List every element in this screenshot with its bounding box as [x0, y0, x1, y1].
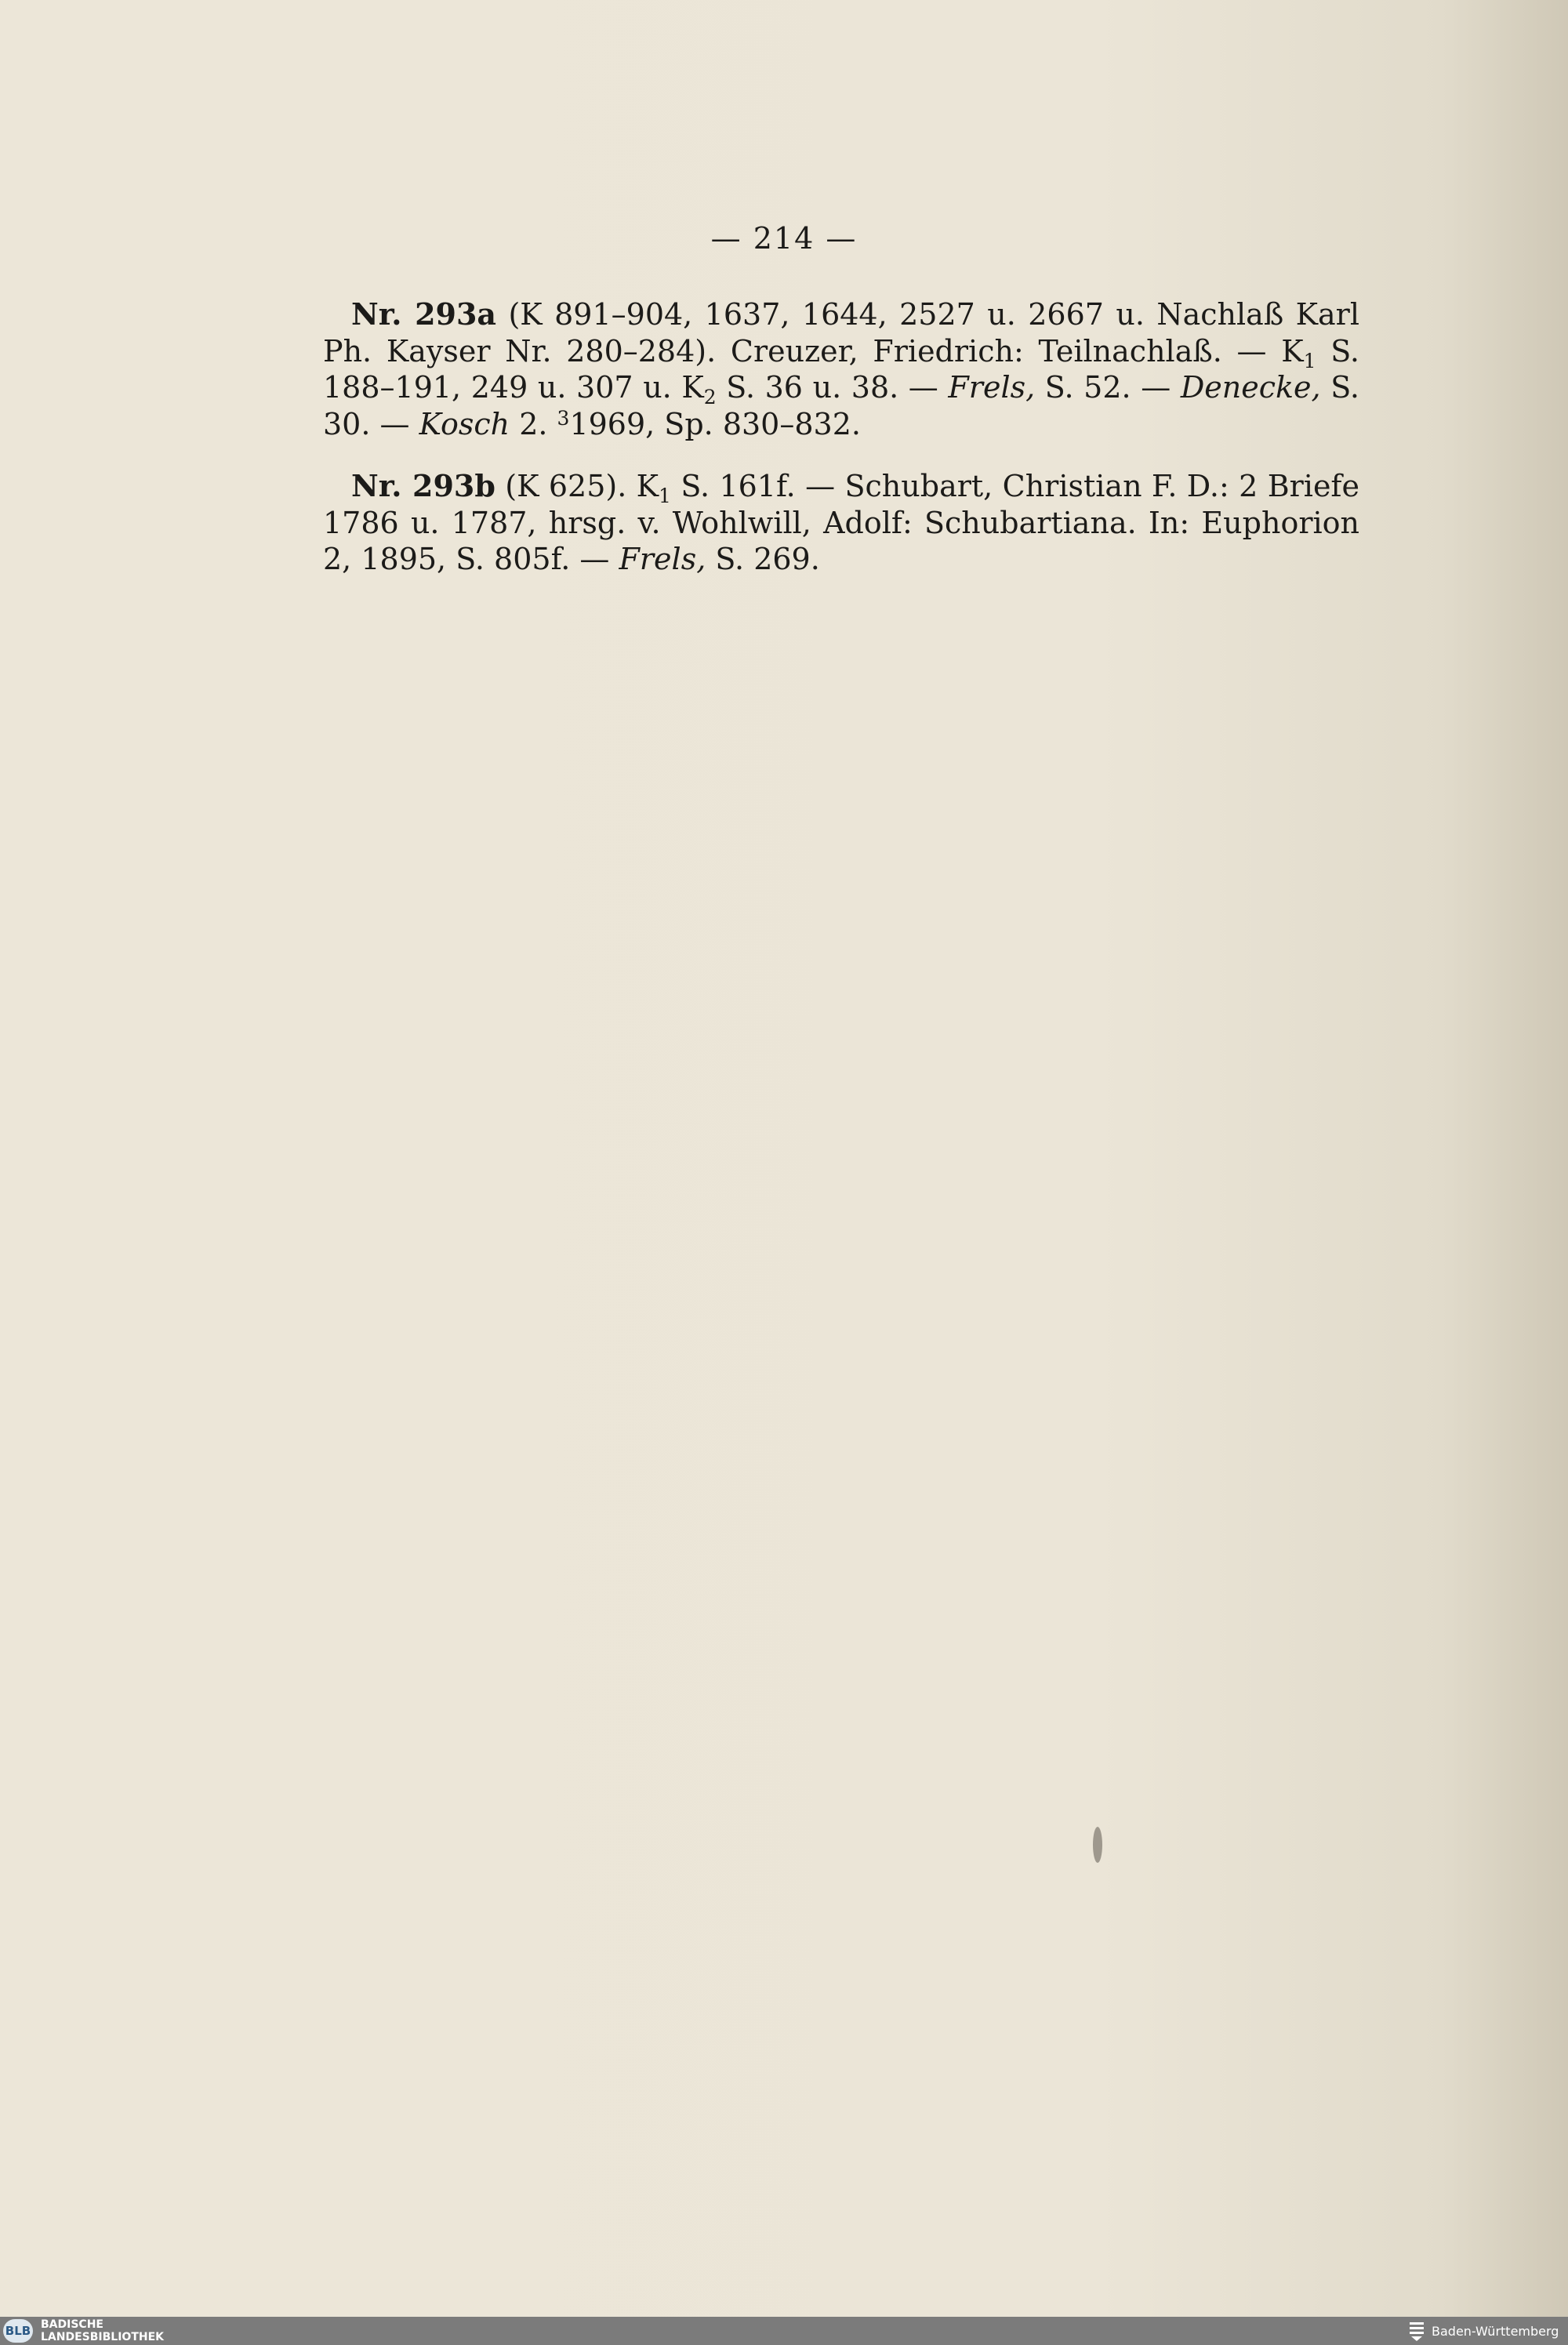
entry-293b	[323, 468, 1359, 578]
entry-segment: (K 625). K	[495, 469, 659, 503]
entry-text	[323, 296, 1359, 442]
entry-segment: 1	[1303, 349, 1316, 372]
library-name-line2: LANDESBIBLIOTHEK	[41, 2331, 165, 2343]
entry-segment: S. 30. —	[323, 370, 1359, 441]
library-name	[41, 2318, 164, 2343]
entry-segment: S. 52. —	[1035, 370, 1181, 405]
entry-number: Nr. 293b	[351, 468, 495, 503]
entry-segment: Frels,	[948, 370, 1036, 405]
blb-logo: BLB	[3, 2319, 33, 2343]
entry-293a	[323, 296, 1359, 442]
entry-segment: Frels,	[619, 542, 706, 576]
entry-segment: 1969, Sp. 830–832.	[569, 406, 861, 441]
entry-segment: 2.	[510, 406, 557, 441]
state-name: Baden-Württemberg	[1432, 2324, 1559, 2339]
entry-segment: 1	[659, 485, 671, 507]
entry-segment: Kosch	[419, 406, 510, 441]
entry-segment: S. 269.	[706, 542, 820, 576]
entry-text	[323, 468, 1359, 578]
entry-segment: 2	[703, 386, 717, 408]
entry-number: Nr. 293a	[351, 296, 497, 332]
entry-segment: 3	[557, 406, 570, 430]
entry-segment: S. 161f. — Schubart, Christian F. D.: 2 Briefe 1786 u. 1787, hrsg. v. Wohlwill, Adolf: Schubartiana. In: Euphorion 2, 1895, S. 805f. —	[323, 469, 1359, 576]
footer-bar	[0, 2317, 1568, 2345]
entry-segment: Denecke,	[1180, 370, 1321, 405]
entry-segment: S. 36 u. 38. —	[716, 370, 949, 405]
paper-stain	[1093, 1827, 1102, 1863]
page-number: — 214 —	[710, 221, 858, 256]
library-name-line1: BADISCHE	[41, 2318, 103, 2331]
entry-segment: (K 891–904, 1637, 1644, 2527 u. 2667 u. Nachlaß Karl Ph. Kayser Nr. 280–284). Creuzer, Friedrich: Teilnachlaß. — K	[323, 297, 1360, 368]
entry-segment: S. 188–191, 249 u. 307 u. K	[323, 333, 1359, 405]
coat-of-arms-icon	[1408, 2320, 1425, 2342]
